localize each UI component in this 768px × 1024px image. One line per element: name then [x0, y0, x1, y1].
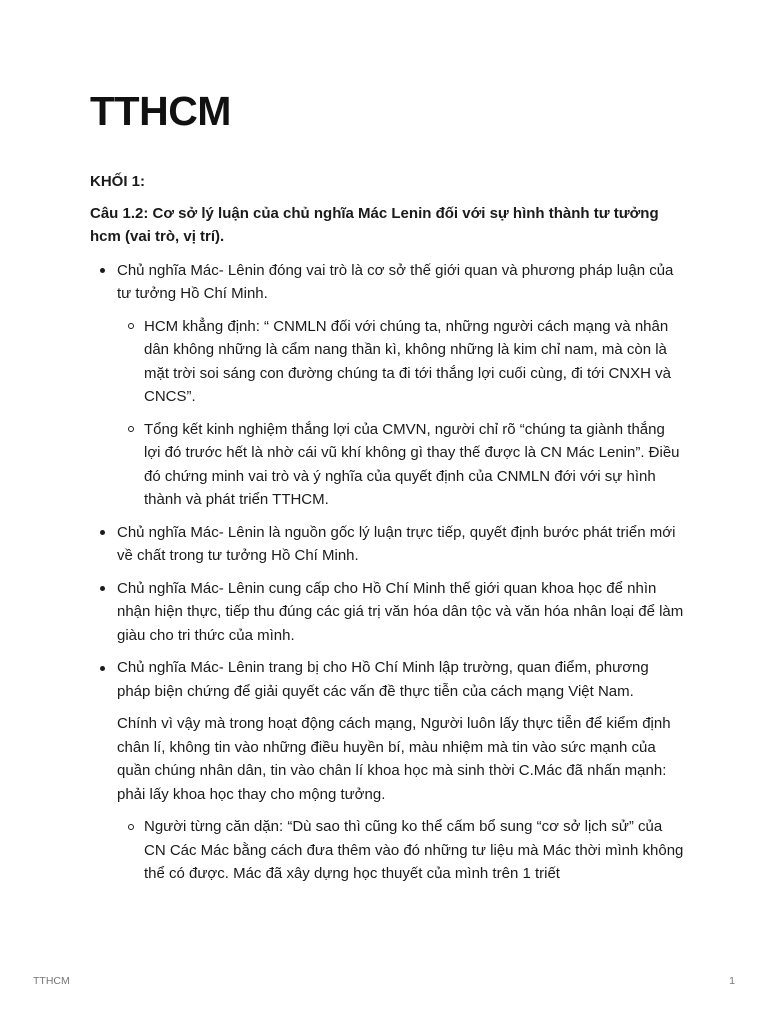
sub-bullet-item: Người từng căn dặn: “Dù sao thì cũng ko thể cấm bổ sung “cơ sở lịch sử” của CN Các Mác bằng cách đưa thêm vào đó những tư liệu mà Mác thời mình không thể có được. Mác đã xây dựng học thuyết của mình trên 1 triết [117, 815, 685, 886]
bullet-text: Chủ nghĩa Mác- Lênin là nguồn gốc lý luận trực tiếp, quyết định bước phát triển mới về chất trong tư tưởng Hồ Chí Minh. [117, 523, 676, 564]
bullet-item [90, 259, 685, 512]
footer-title: TTHCM [33, 975, 70, 987]
bullet-text: Chủ nghĩa Mác- Lênin đóng vai trò là cơ sở thế giới quan và phương pháp luận của tư tưởng Hồ Chí Minh. [117, 261, 674, 302]
document-body [90, 170, 685, 895]
page-number: 1 [729, 975, 735, 987]
sub-bullet-item: Tổng kết kinh nghiệm thắng lợi của CMVN, người chỉ rõ “chúng ta giành thắng lợi đó trước hết là nhờ cái vũ khí không gì thay thế được là CN Mác Lenin”. Điều đó chứng minh vai trò và ý nghĩa của quyết định của CNMLN đới với sự hình thành và phát triển TTHCM. [117, 418, 685, 512]
question-heading: Câu 1.2: Cơ sở lý luận của chủ nghĩa Mác Lenin đối với sự hình thành tư tưởng hcm (vai trò, vị trí). [90, 204, 659, 245]
indented-paragraph: Chính vì vậy mà trong hoạt động cách mạng, Người luôn lấy thực tiễn để kiểm định chân lí, không tin vào những điều huyền bí, màu nhiệm mà tin vào sức mạnh của quần chúng nhân dân, tin vào chân lí khoa học mà sinh thời C.Mác đã nhấn mạnh: phải lấy khoa học thay cho mộng tưởng. [117, 715, 671, 803]
document-title: TTHCM [90, 88, 231, 134]
sub-bullet-list [90, 815, 685, 886]
section-heading: KHỐI 1: [90, 173, 146, 190]
sub-bullet-list [117, 315, 685, 512]
nested-container [90, 815, 685, 886]
bullet-text: Chủ nghĩa Mác- Lênin trang bị cho Hồ Chí Minh lập trường, quan điểm, phương pháp biện chứng để giải quyết các vấn đề thực tiễn của cách mạng Việt Nam. [117, 659, 649, 700]
sub-bullet-item: HCM khẳng định: “ CNMLN đối với chúng ta, những người cách mạng và nhân dân không những là cẩm nang thần kì, không những là kim chỉ nam, mà còn là mặt trời soi sáng con đường chúng ta đi tới thắng lợi cuối cùng, đi tới CNXH và CNCS”. [117, 315, 685, 409]
bullet-list-continued [90, 815, 685, 886]
bullet-list [90, 259, 685, 704]
bullet-item [90, 656, 685, 703]
bullet-item [90, 577, 685, 648]
bullet-item [90, 521, 685, 568]
bullet-text: Chủ nghĩa Mác- Lênin cung cấp cho Hồ Chí Minh thế giới quan khoa học để nhìn nhận hiện thực, tiếp thu đúng các giá trị văn hóa dân tộc và văn hóa nhân loại để làm giàu cho tri thức của mình. [117, 579, 684, 644]
